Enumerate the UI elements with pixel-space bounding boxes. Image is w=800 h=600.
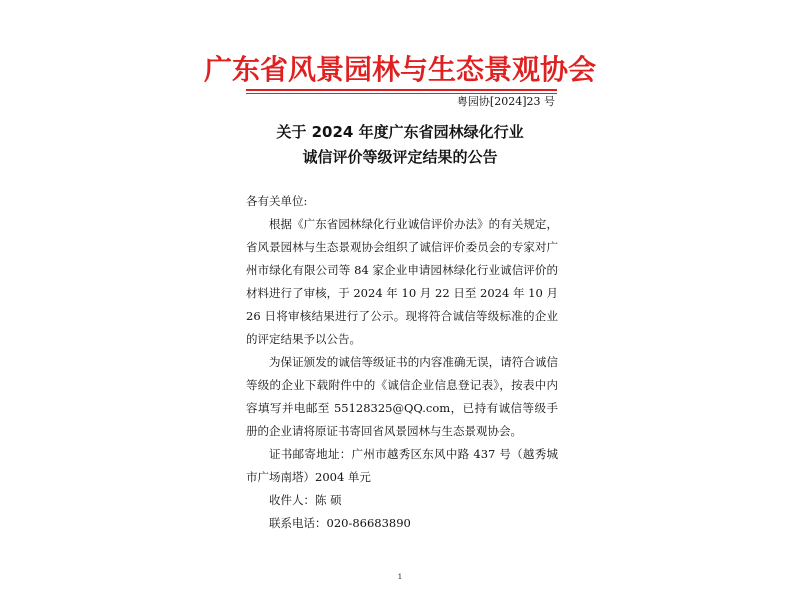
document-number: 粤园协[2024]23 号	[456, 95, 555, 108]
recipient: 收件人：陈 硕	[269, 493, 342, 507]
title-line-2: 诚信评价等级评定结果的公告	[302, 148, 498, 166]
organization-header: 广东省风景园林与生态景观协会	[203, 53, 596, 86]
header-rule-thick	[246, 89, 557, 91]
paragraph-mailing-address: 证书邮寄地址：广州市越秀区东风中路 437 号（越秀城市广场南塔）2004 单元	[246, 447, 558, 484]
announcement-title	[0, 120, 800, 170]
header-rule-thin	[246, 93, 557, 94]
page-number: 1	[397, 573, 403, 581]
paragraph-review: 根据《广东省园林绿化行业诚信评价办法》的有关规定，省风景园林与生态景观协会组织了诚信评价委员会的专家对广州市绿化有限公司等 84 家企业申请园林绿化行业诚信评价的材料进行了审核，于 2024 年 10 月 22 日至 2024 年 10 月 26 日将审核结果进行了公示。现将符合诚信等级标准的企业的评定结果予以公告。	[246, 217, 558, 346]
contact-phone: 联系电话：020-86683890	[269, 516, 411, 530]
title-line-1: 关于 2024 年度广东省园林绿化行业	[276, 123, 524, 141]
announcement-body	[246, 190, 558, 535]
salutation: 各有关单位:	[246, 194, 308, 208]
paragraph-certificate: 为保证颁发的诚信等级证书的内容准确无误，请符合诚信等级的企业下载附件中的《诚信企业信息登记表》，按表中内容填写并电邮至 55128325@QQ.com，已持有诚信等级手册的企业请将原证书寄回省风景园林与生态景观协会。	[246, 355, 558, 438]
